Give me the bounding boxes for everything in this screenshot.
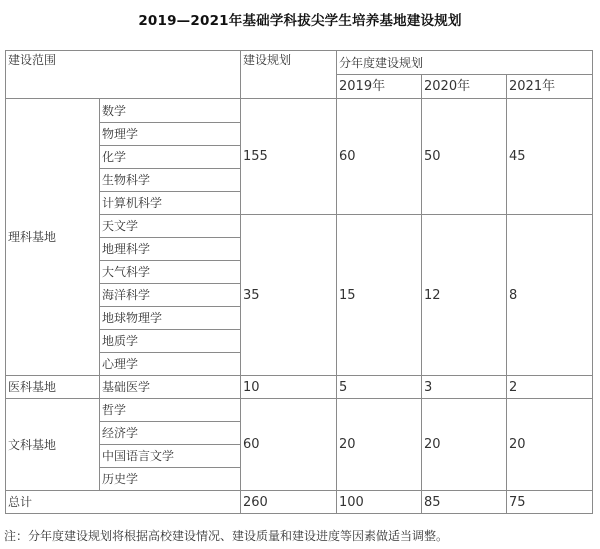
total-label: 总计: [6, 491, 241, 514]
subject-cell: 哲学: [100, 399, 241, 422]
subject-cell: 地理科学: [100, 238, 241, 261]
header-row: [6, 51, 593, 75]
value-2021: 2: [507, 376, 593, 399]
total-2021: 75: [507, 491, 593, 514]
value-2021: 20: [507, 399, 593, 491]
value-2020: 20: [422, 399, 507, 491]
header-year-2020: 2020年: [422, 75, 507, 99]
value-2019: 60: [337, 99, 422, 215]
footnote: 注：分年度建设规划将根据高校建设情况、建设质量和建设进度等因素做适当调整。: [4, 529, 449, 543]
page-title: 2019—2021年基础学科拔尖学生培养基地建设规划: [138, 13, 462, 29]
header-year-2019: 2019年: [337, 75, 422, 99]
subject-cell: 天文学: [100, 215, 241, 238]
subject-cell: 数学: [100, 99, 241, 123]
plan-value: 10: [241, 376, 337, 399]
total-2019: 100: [337, 491, 422, 514]
subject-cell: 化学: [100, 146, 241, 169]
header-scope: 建设范围: [6, 51, 241, 99]
plan-value: 155: [241, 99, 337, 215]
subject-cell: 历史学: [100, 468, 241, 491]
subject-cell: 物理学: [100, 123, 241, 146]
value-2019: 5: [337, 376, 422, 399]
subject-cell: 大气科学: [100, 261, 241, 284]
group-label-liberal: 文科基地: [6, 399, 100, 491]
subject-cell: 中国语言文学: [100, 445, 241, 468]
table-row: [6, 99, 593, 123]
plan-value: 60: [241, 399, 337, 491]
plan-value: 35: [241, 215, 337, 376]
plan-table: [5, 50, 593, 514]
value-2019: 15: [337, 215, 422, 376]
subject-cell: 计算机科学: [100, 192, 241, 215]
subject-cell: 经济学: [100, 422, 241, 445]
value-2021: 8: [507, 215, 593, 376]
header-year-2021: 2021年: [507, 75, 593, 99]
subject-cell: 生物科学: [100, 169, 241, 192]
value-2021: 45: [507, 99, 593, 215]
value-2020: 50: [422, 99, 507, 215]
table-row: [6, 376, 593, 399]
subject-cell: 基础医学: [100, 376, 241, 399]
header-plan: 建设规划: [241, 51, 337, 99]
value-2019: 20: [337, 399, 422, 491]
total-row: [6, 491, 593, 514]
value-2020: 3: [422, 376, 507, 399]
subject-cell: 海洋科学: [100, 284, 241, 307]
group-label-science: 理科基地: [6, 99, 100, 376]
header-yearly: 分年度建设规划: [337, 51, 593, 75]
group-label-medical: 医科基地: [6, 376, 100, 399]
value-2020: 12: [422, 215, 507, 376]
total-plan: 260: [241, 491, 337, 514]
total-2020: 85: [422, 491, 507, 514]
subject-cell: 心理学: [100, 353, 241, 376]
table-row: [6, 399, 593, 422]
subject-cell: 地质学: [100, 330, 241, 353]
subject-cell: 地球物理学: [100, 307, 241, 330]
